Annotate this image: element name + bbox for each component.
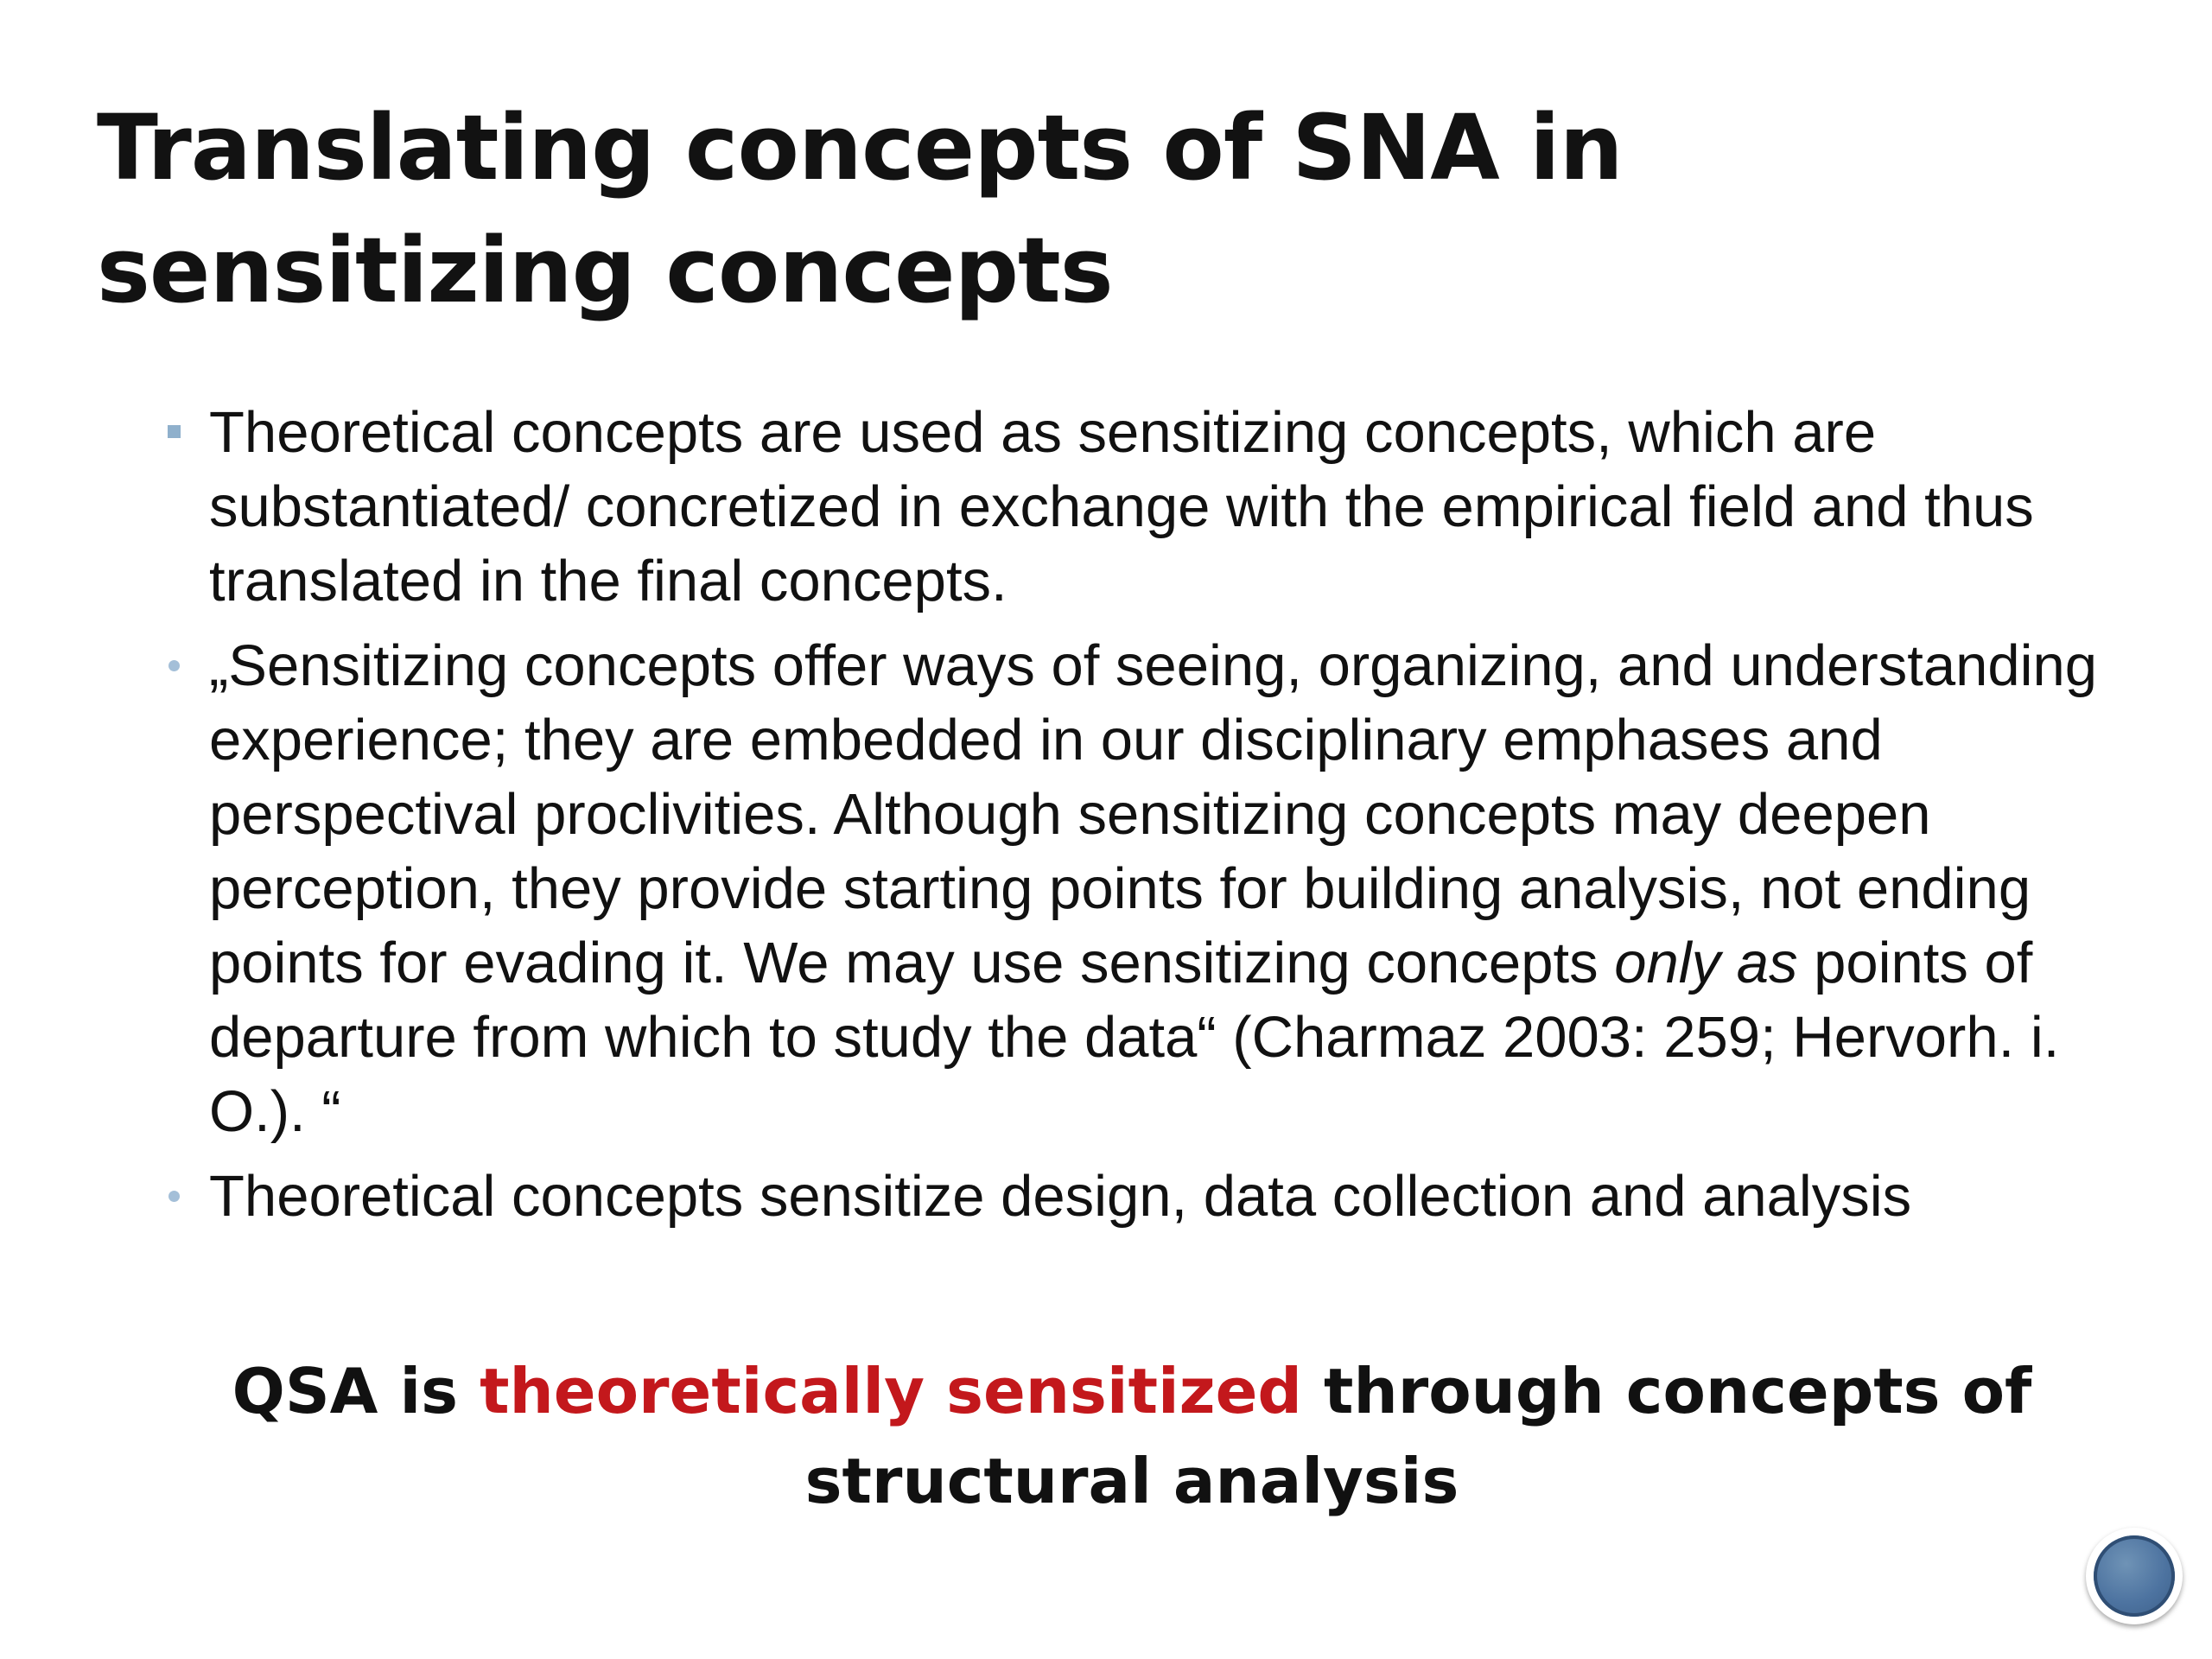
bullet-item-1: [164, 396, 2152, 619]
conclusion-part-2: through concepts of structural analysis: [804, 1355, 2032, 1517]
bullet-item-3: [164, 1160, 2152, 1234]
circle-navigation-icon[interactable]: [2086, 1528, 2183, 1624]
quote-text-emphasis: only as: [1614, 931, 1798, 995]
conclusion-part-1: QSA is: [232, 1355, 480, 1427]
bullet-text-1: Theoretical concepts are used as sensitizing concepts, which are substantiated/ concretized in exchange with the empirical field and thus translated in the final concepts.: [209, 400, 2034, 613]
bullet-list: [164, 396, 2152, 1244]
square-bullet-icon: [164, 396, 199, 470]
quote-text-end: points of departure from which to study the data“ (Charmaz 2003: 259; Hervorh. i. O.). “: [209, 931, 2060, 1144]
conclusion-statement: [138, 1346, 2126, 1526]
slide-title: Translating concepts of SNA in sensitizing concepts: [97, 95, 1623, 323]
bullet-text-3: Theoretical concepts sensitize design, data collection and analysis: [209, 1164, 1912, 1229]
dot-bullet-icon: [164, 629, 199, 703]
quote-text-start: „Sensitizing concepts offer ways of seeing, organizing, and understanding experience; they are embedded in our disciplinary emphases and perspectival proclivities. Although sensitizing concepts may deepen perception, they provide starting points for building analysis, not ending points for evading it. We may use sensitizing concepts: [209, 633, 2098, 995]
conclusion-highlight: theoretically sensitized: [480, 1355, 1302, 1427]
bullet-text-2: [209, 633, 2097, 1144]
dot-bullet-icon: [164, 1160, 199, 1234]
bullet-item-2: [164, 629, 2152, 1149]
